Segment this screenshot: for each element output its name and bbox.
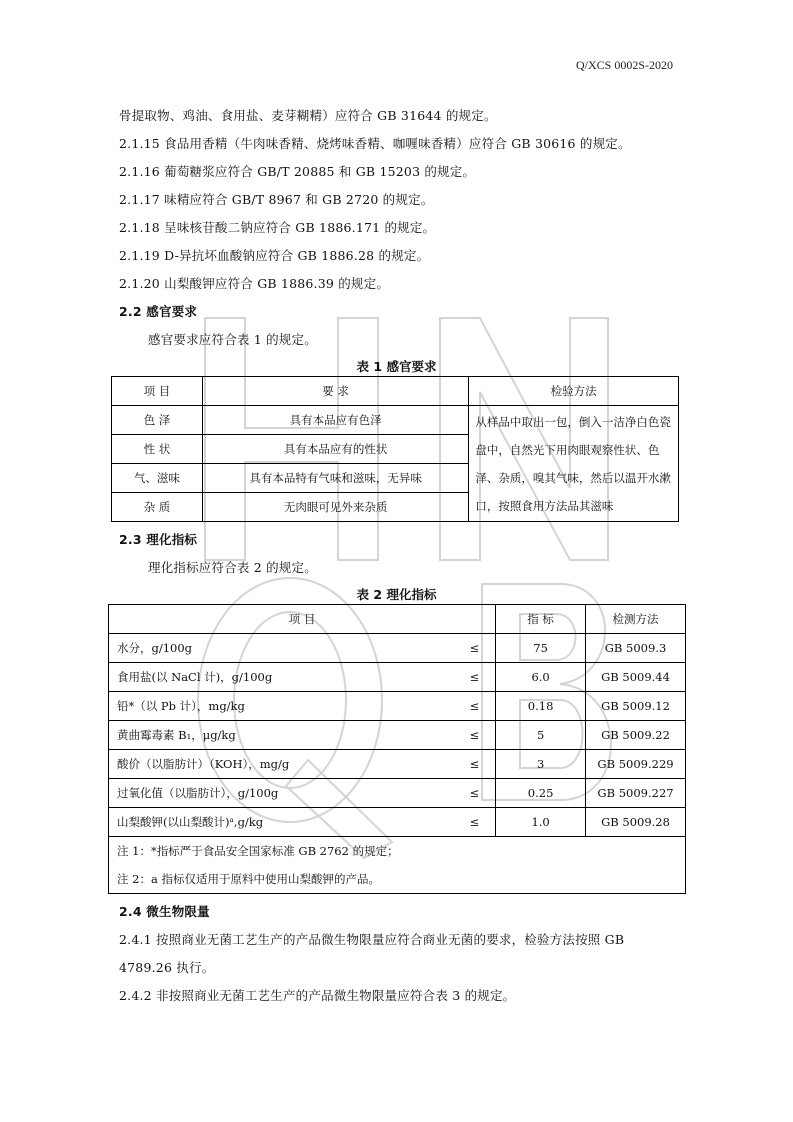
text-line: 2.1.18 呈味核苷酸二钠应符合 GB 1886.171 的规定。 <box>119 220 436 235</box>
table-cell: 0.18 <box>496 692 586 721</box>
table-cell: 具有本品特有气味和滋味，无异味 <box>202 464 468 493</box>
text-line: 2.4.2 非按照商业无菌工艺生产的产品微生物限量应符合表 3 的规定。 <box>119 988 516 1003</box>
table-note: 注 1：*指标严于食品安全国家标准 GB 2762 的规定； <box>109 837 686 866</box>
table-cell: 色 泽 <box>112 406 203 435</box>
table-cell: ≤ <box>454 779 496 808</box>
section-text: 理化指标应符合表 2 的规定。 <box>148 560 317 575</box>
table-cell: 黄曲霉毒素 B₁，μg/kg <box>109 721 454 750</box>
table-row <box>109 721 686 750</box>
table-cell: 山梨酸钾(以山梨酸计)ᵃ,g/kg <box>109 808 454 837</box>
table-header: 项 目 <box>109 605 496 634</box>
table-cell: 具有本品应有的性状 <box>202 435 468 464</box>
table-cell: GB 5009.28 <box>586 808 686 837</box>
text-line: 2.1.19 D-异抗坏血酸钠应符合 GB 1886.28 的规定。 <box>119 248 430 263</box>
table-row <box>109 750 686 779</box>
text-line: 骨提取物、鸡油、食用盐、麦芽糊精）应符合 GB 31644 的规定。 <box>119 108 497 123</box>
table-cell: GB 5009.3 <box>586 634 686 663</box>
table-note-row <box>109 865 686 894</box>
table-cell: GB 5009.44 <box>586 663 686 692</box>
table-cell: ≤ <box>454 663 496 692</box>
table-cell: 杂 质 <box>112 493 203 522</box>
sensory-table <box>111 376 679 522</box>
table-cell: 气、滋味 <box>112 464 203 493</box>
table-row <box>109 779 686 808</box>
text-line: 2.4.1 按照商业无菌工艺生产的产品微生物限量应符合商业无菌的要求，检验方法按照 GB <box>119 932 625 947</box>
table-caption: 表 2 理化指标 <box>356 587 437 602</box>
table-cell: 具有本品应有色泽 <box>202 406 468 435</box>
table-cell: ≤ <box>454 750 496 779</box>
table-row <box>109 663 686 692</box>
section-heading: 2.4 微生物限量 <box>119 904 210 919</box>
text-line: 2.1.15 食品用香精（牛肉味香精、烧烤味香精、咖喱味香精）应符合 GB 30616 的规定。 <box>119 136 631 151</box>
section-text: 感官要求应符合表 1 的规定。 <box>148 332 317 347</box>
table-cell: 6.0 <box>496 663 586 692</box>
text-line: 2.1.17 味精应符合 GB/T 8967 和 GB 2720 的规定。 <box>119 192 434 207</box>
table-cell: 铅*（以 Pb 计），mg/kg <box>109 692 454 721</box>
table-row <box>109 808 686 837</box>
table-cell: GB 5009.229 <box>586 750 686 779</box>
table-cell: 食用盐(以 NaCl 计)，g/100g <box>109 663 454 692</box>
text-line: 2.1.20 山梨酸钾应符合 GB 1886.39 的规定。 <box>119 276 390 291</box>
table-cell: 5 <box>496 721 586 750</box>
table-cell: 水分，g/100g <box>109 634 454 663</box>
text-line: 4789.26 执行。 <box>119 960 215 975</box>
table-cell: ≤ <box>454 692 496 721</box>
table-header: 项 目 <box>112 377 203 406</box>
table-cell: 性 状 <box>112 435 203 464</box>
table-row <box>109 692 686 721</box>
table-cell: ≤ <box>454 721 496 750</box>
table-row <box>109 634 686 663</box>
table-cell: 1.0 <box>496 808 586 837</box>
inspection-method: 从样品中取出一包，倒入一洁净白色瓷盘中，自然光下用肉眼观察性状、色泽、杂质，嗅其气味，然后以温开水漱口，按照食用方法品其滋味 <box>469 406 679 522</box>
table-header: 要 求 <box>202 377 468 406</box>
table-cell: 过氧化值（以脂肪计），g/100g <box>109 779 454 808</box>
table-cell: 75 <box>496 634 586 663</box>
section-heading: 2.2 感官要求 <box>119 304 198 319</box>
table-caption: 表 1 感官要求 <box>356 359 437 374</box>
table-cell: ≤ <box>454 634 496 663</box>
table-header-row <box>112 377 679 406</box>
table-note-row <box>109 837 686 866</box>
table-header: 指 标 <box>496 605 586 634</box>
table-cell: GB 5009.12 <box>586 692 686 721</box>
table-header: 检验方法 <box>469 377 679 406</box>
physicochemical-table <box>108 604 686 894</box>
table-row <box>112 406 679 435</box>
section-heading: 2.3 理化指标 <box>119 532 198 547</box>
table-note: 注 2：a 指标仅适用于原料中使用山梨酸钾的产品。 <box>109 865 686 894</box>
doc-code: Q/XCS 0002S-2020 <box>575 58 673 72</box>
table-cell: GB 5009.227 <box>586 779 686 808</box>
table-cell: 酸价（以脂肪计）（KOH），mg/g <box>109 750 454 779</box>
table-cell: GB 5009.22 <box>586 721 686 750</box>
table-cell: 3 <box>496 750 586 779</box>
table-header-row <box>109 605 686 634</box>
table-header: 检测方法 <box>586 605 686 634</box>
table-cell: 无肉眼可见外来杂质 <box>202 493 468 522</box>
text-line: 2.1.16 葡萄糖浆应符合 GB/T 20885 和 GB 15203 的规定。 <box>119 164 476 179</box>
table-cell: ≤ <box>454 808 496 837</box>
table-cell: 0.25 <box>496 779 586 808</box>
